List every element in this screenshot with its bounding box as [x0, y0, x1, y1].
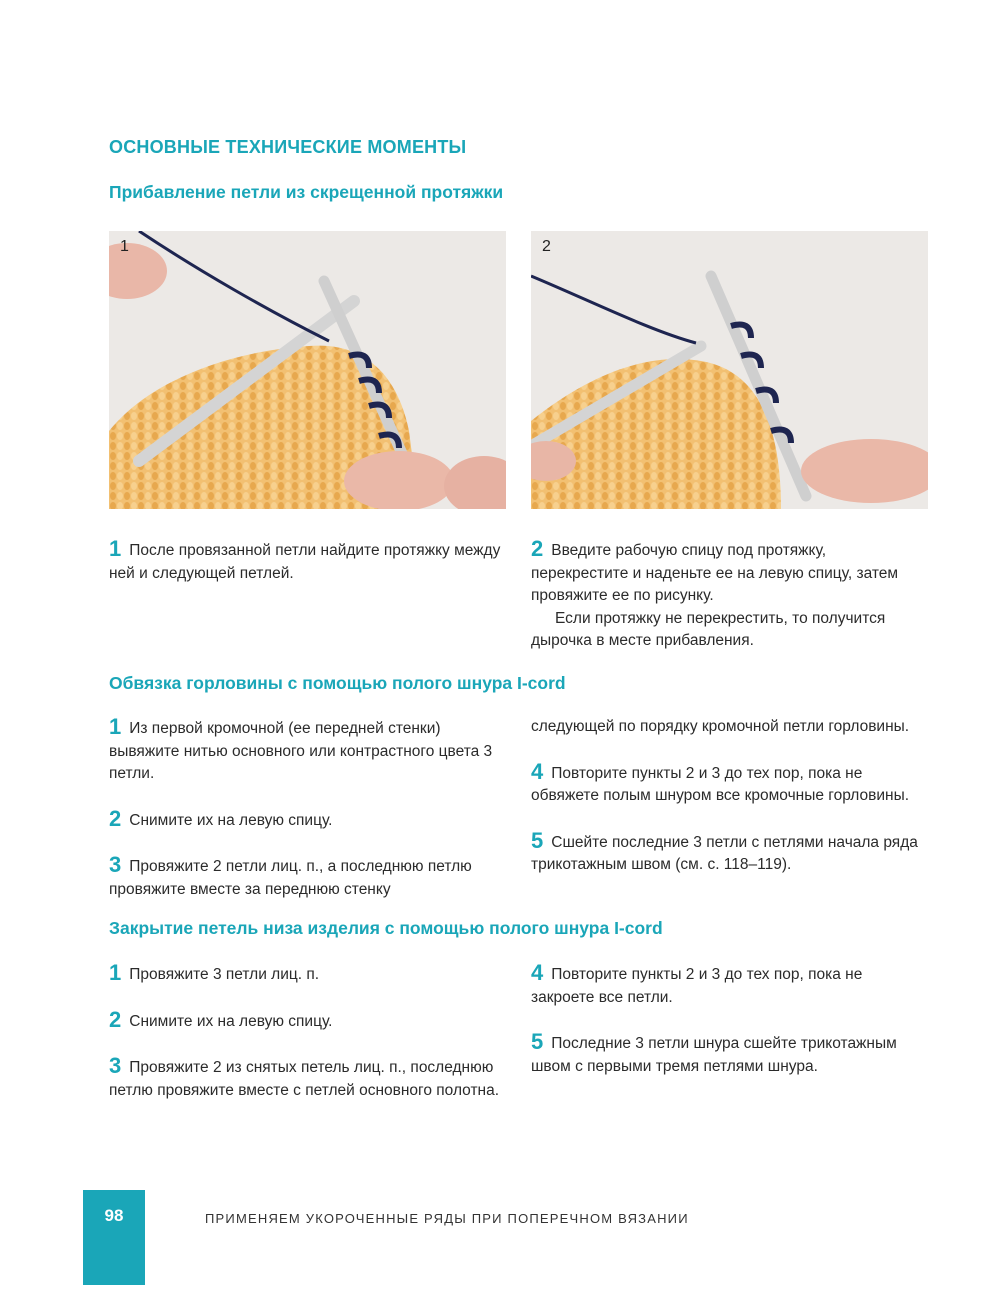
section2-right-column: [531, 716, 923, 899]
step-text: Сшейте последние 3 петли с петлями начала ряда трикотажным швом (см. с. 118–119).: [531, 833, 918, 873]
knitting-photo-2: [531, 231, 928, 509]
step-item: [109, 962, 501, 987]
section-title-increase: Прибавление петли из скрещенной протяжки: [109, 182, 504, 202]
step-text: Снимите их на левую спицу.: [129, 1012, 333, 1030]
knitting-illustration-2: [531, 231, 928, 509]
step-item: [531, 962, 923, 1009]
running-title: ПРИМЕНЯЕМ УКОРОЧЕННЫЕ РЯДЫ ПРИ ПОПЕРЕЧНОМ ВЯЗАНИИ: [205, 1211, 689, 1226]
step-item: [531, 827, 923, 877]
step-item: [109, 538, 501, 585]
step-number: 2: [531, 536, 544, 561]
section1-right-column: [531, 538, 923, 653]
step-number: 3: [109, 852, 122, 877]
step-number: 4: [531, 758, 544, 784]
step-text: Снимите их на левую спицу.: [129, 811, 333, 829]
step-number: 2: [109, 805, 122, 831]
step-item: [109, 854, 501, 901]
step-number: 3: [109, 1053, 122, 1078]
photo-label-2: 2: [542, 238, 551, 255]
step-text: Из первой кромочной (ее передней стенки) вывяжите нитью основного или контрастного цвета 3 петли.: [109, 720, 493, 782]
step-text: Провяжите 3 петли лиц. п.: [129, 966, 320, 983]
step-text: Повторите пункты 2 и 3 до тех пор, пока не обвяжете полым шнуром все кромочные горловины.: [531, 764, 910, 804]
step-text: Провяжите 2 петли лиц. п., а последнюю петлю провяжите вместе за переднюю стенку: [109, 858, 472, 898]
step-number: 5: [531, 1029, 544, 1054]
section-title-bind-off: Закрытие петель низа изделия с помощью полого шнура I-cord: [109, 918, 663, 938]
step-text: Повторите пункты 2 и 3 до тех пор, пока не закроете все петли.: [531, 966, 863, 1006]
step-text: Введите рабочую спицу под протяжку, перекрестите и наденьте ее на левую спицу, затем провяжите ее по рисунку.: [531, 542, 899, 604]
section-title-neckline: Обвязка горловины с помощью полого шнура I-cord: [109, 673, 566, 693]
step-item: [531, 758, 923, 808]
step-item: [531, 1031, 923, 1078]
section3-left-column: [109, 962, 501, 1124]
step-item: [109, 805, 501, 833]
step-number: 5: [531, 827, 544, 853]
step-number: 2: [109, 1006, 122, 1032]
step-item: [531, 538, 923, 608]
section3-right-column: [531, 962, 923, 1100]
page-number-box: [83, 1190, 145, 1285]
note-text: Если протяжку не перекрестить, то получится дырочка в месте прибавления.: [531, 609, 886, 649]
page-number: 98: [104, 1206, 124, 1225]
section2-left-column: [109, 716, 501, 923]
step-text: Провяжите 2 из снятых петель лиц. п., последнюю петлю провяжите вместе с петлей основного полотна.: [109, 1059, 500, 1099]
step-item: [109, 1006, 501, 1034]
knitting-illustration-1: [109, 231, 506, 509]
page-heading: ОСНОВНЫЕ ТЕХНИЧЕСКИЕ МОМЕНТЫ: [109, 137, 467, 157]
step-number: 1: [109, 960, 122, 985]
step-text: Последние 3 петли шнура сшейте трикотажным швом с первыми тремя петлями шнура.: [531, 1035, 897, 1075]
continuation-text: следующей по порядку кромочной петли горловины.: [531, 718, 910, 735]
knitting-photo-1: [109, 231, 506, 509]
step-number: 1: [109, 714, 122, 739]
step-number: 1: [109, 536, 122, 561]
photo-label-1: 1: [120, 238, 129, 255]
step-item: [109, 716, 501, 786]
step-item: [109, 1055, 501, 1102]
section1-left-column: [109, 538, 501, 607]
step-number: 4: [531, 960, 544, 985]
step-text: После провязанной петли найдите протяжку между ней и следующей петлей.: [109, 542, 501, 582]
